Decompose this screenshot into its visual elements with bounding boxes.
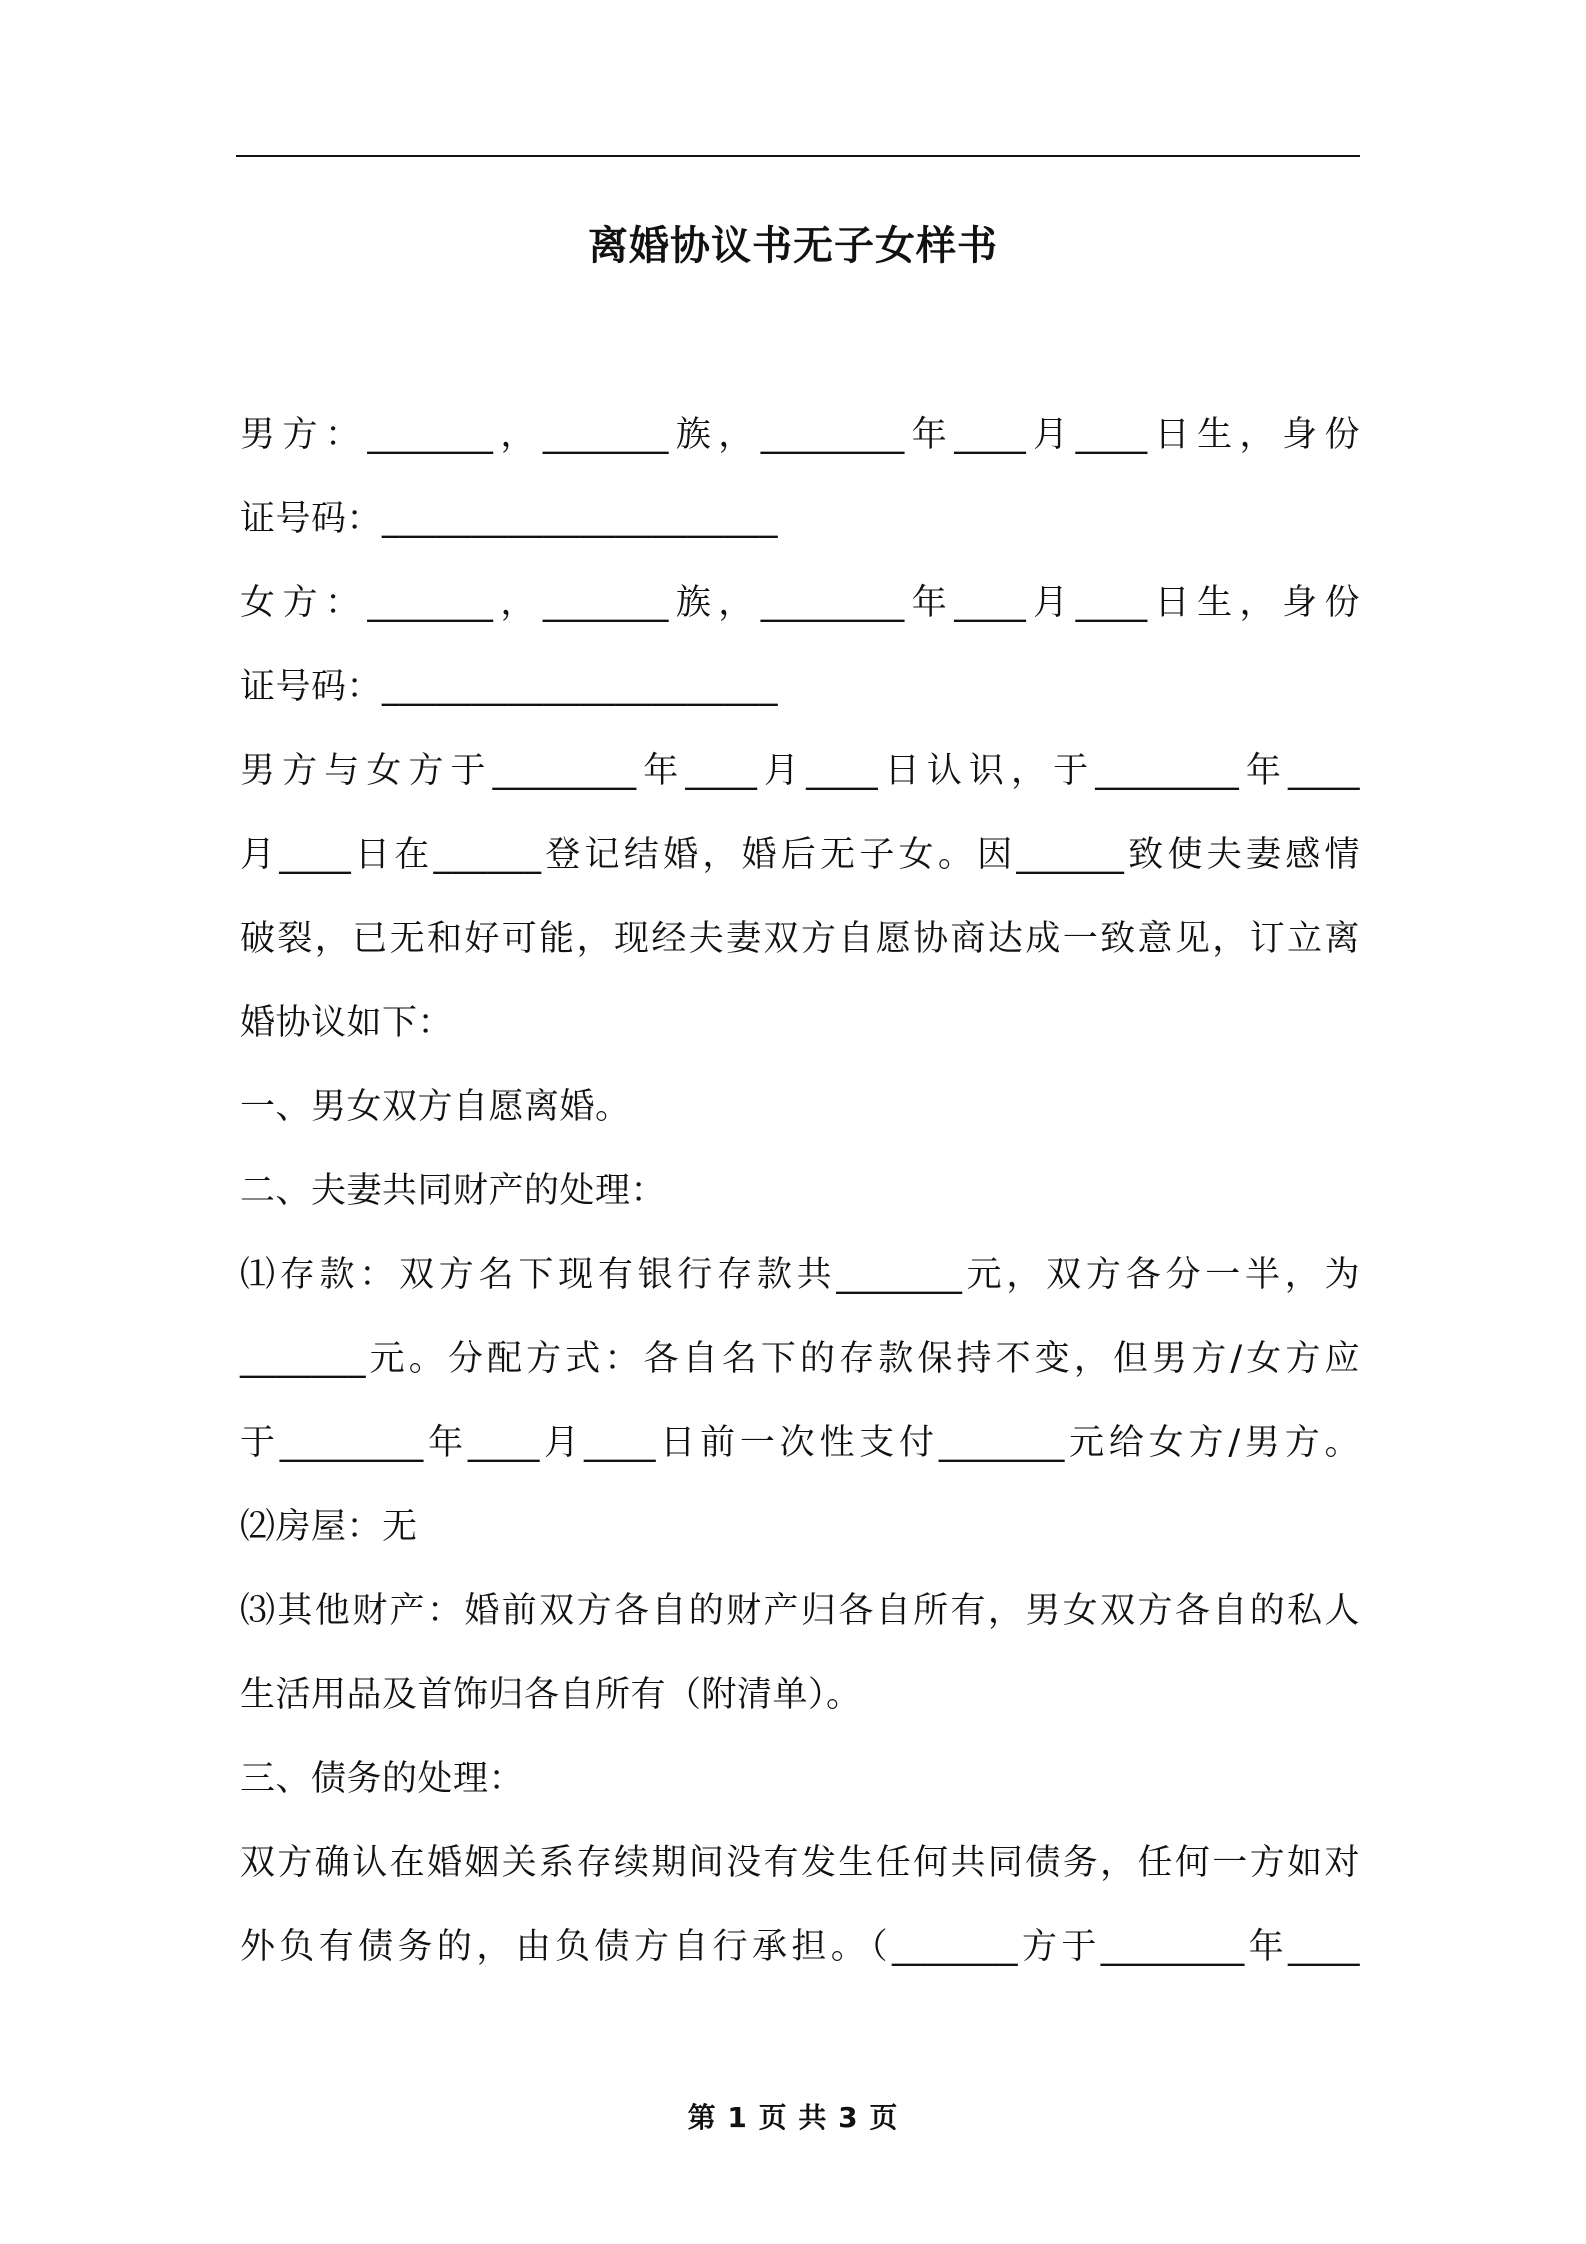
body-line-savings-payment: 于________年____月____日前一次性支付_______元给女方/男方。 [240,1423,1360,1463]
header-rule [236,155,1360,157]
body-line-other-property-end: 生活用品及首饰归各自所有（附清单）。 [240,1675,862,1715]
body-line-debt: 双方确认在婚姻关系存续期间没有发生任何共同债务，任何一方如对 [240,1843,1360,1883]
section-heading-divorce: 一、男女双方自愿离婚。 [240,1087,631,1127]
body-line-female-info: 女方：_______，_______族，________年____月____日生，身份 [240,583,1360,623]
body-line-agreement-intro-end: 婚协议如下： [240,1003,454,1043]
section-heading-debt: 三、债务的处理： [240,1759,525,1799]
body-line-other-property: ⑶其他财产：婚前双方各自的财产归各自所有，男女双方各自的私人 [240,1591,1360,1631]
section-heading-property: 二、夫妻共同财产的处理： [240,1171,667,1211]
body-line-savings-distribution: _______元。分配方式：各自名下的存款保持不变，但男方/女方应 [240,1339,1360,1379]
body-line-agreement-intro: 破裂，已无和好可能，现经夫妻双方自愿协商达成一致意见，订立离 [240,919,1360,959]
page-footer: 第 1 页 共 3 页 [687,2101,899,2134]
body-line-debt-continued: 外负有债务的，由负债方自行承担。（_______方于________年____ [240,1927,1360,1967]
document-title: 离婚协议书无子女样书 [588,223,998,269]
body-line-male-id: 证号码：______________________ [240,499,779,539]
body-line-savings: ⑴存款：双方名下现有银行存款共_______元，双方各分一半，为 [240,1255,1360,1295]
body-line-male-info: 男方：_______，_______族，________年____月____日生，身份 [240,415,1360,455]
body-line-acquaintance: 男方与女方于________年____月____日认识，于________年____ [240,751,1360,791]
body-line-female-id: 证号码：______________________ [240,667,779,707]
body-line-marriage: 月____日在______登记结婚，婚后无子女。因______致使夫妻感情 [240,835,1360,875]
body-line-house: ⑵房屋：无 [240,1507,418,1547]
